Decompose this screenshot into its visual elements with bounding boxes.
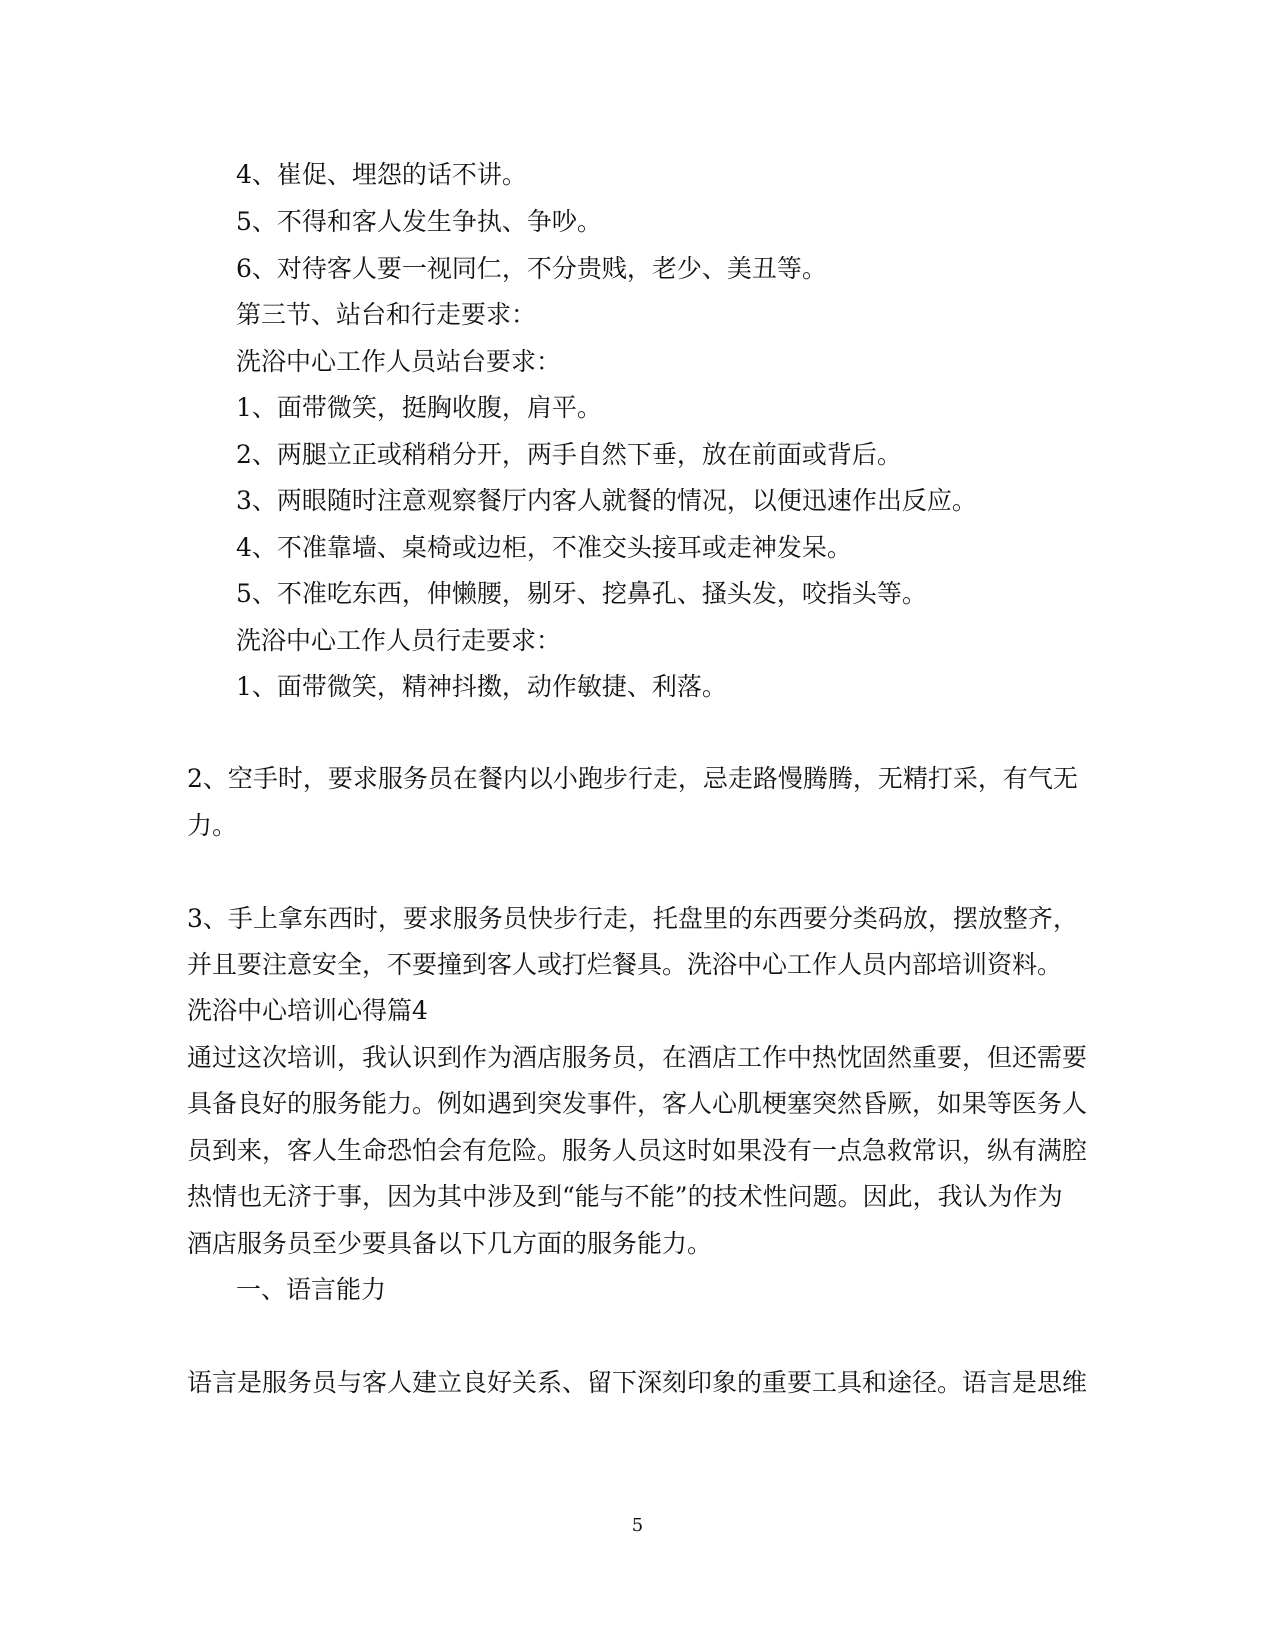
paragraph-line: 2、空手时，要求服务员在餐内以小跑步行走，忌走路慢腾腾，无精打采，有气无 — [187, 764, 1078, 793]
subsection-heading: 洗浴中心工作人员站台要求： — [236, 347, 562, 376]
list-item: 2、两腿立正或稍稍分开，两手自然下垂，放在前面或背后。 — [236, 440, 902, 469]
subsection-heading: 洗浴中心工作人员行走要求： — [236, 626, 562, 655]
paragraph-line: 力。 — [187, 811, 238, 840]
paragraph-line: 具备良好的服务能力。例如遇到突发事件，客人心肌梗塞突然昏厥，如果等医务人 — [187, 1089, 1088, 1118]
paragraph-line: 并且要注意安全，不要撞到客人或打烂餐具。洗浴中心工作人员内部培训资料。 — [187, 950, 1063, 979]
paragraph-line: 通过这次培训，我认识到作为酒店服务员，在酒店工作中热忱固然重要，但还需要 — [187, 1043, 1088, 1072]
list-item: 4、不准靠墙、桌椅或边柜，不准交头接耳或走神发呆。 — [236, 533, 852, 562]
list-item: 1、面带微笑，挺胸收腹，肩平。 — [236, 393, 602, 422]
list-item: 3、两眼随时注意观察餐厅内客人就餐的情况，以便迅速作出反应。 — [236, 486, 977, 515]
list-item: 5、不得和客人发生争执、争吵。 — [236, 207, 602, 236]
paragraph-line: 3、手上拿东西时，要求服务员快步行走，托盘里的东西要分类码放，摆放整齐， — [187, 904, 1078, 933]
paragraph-line: 员到来，客人生命恐怕会有危险。服务人员这时如果没有一点急救常识，纵有满腔 — [187, 1136, 1088, 1165]
paragraph-line: 酒店服务员至少要具备以下几方面的服务能力。 — [187, 1229, 713, 1258]
list-item: 4、崔促、埋怨的话不讲。 — [236, 160, 527, 189]
paragraph-line: 语言是服务员与客人建立良好关系、留下深刻印象的重要工具和途径。语言是思维 — [187, 1368, 1088, 1397]
section-heading: 一、语言能力 — [236, 1275, 387, 1304]
article-title: 洗浴中心培训心得篇4 — [187, 996, 428, 1025]
list-item: 5、不准吃东西，伸懒腰，剔牙、挖鼻孔、搔头发，咬指头等。 — [236, 579, 927, 608]
list-item: 1、面带微笑，精神抖擞，动作敏捷、利落。 — [236, 672, 727, 701]
list-item: 6、对待客人要一视同仁，不分贵贱，老少、美丑等。 — [236, 254, 827, 283]
page-number: 5 — [631, 1515, 644, 1536]
section-heading: 第三节、站台和行走要求： — [236, 300, 537, 329]
paragraph-line: 热情也无济于事，因为其中涉及到“能与不能”的技术性问题。因此，我认为作为 — [187, 1182, 1063, 1211]
